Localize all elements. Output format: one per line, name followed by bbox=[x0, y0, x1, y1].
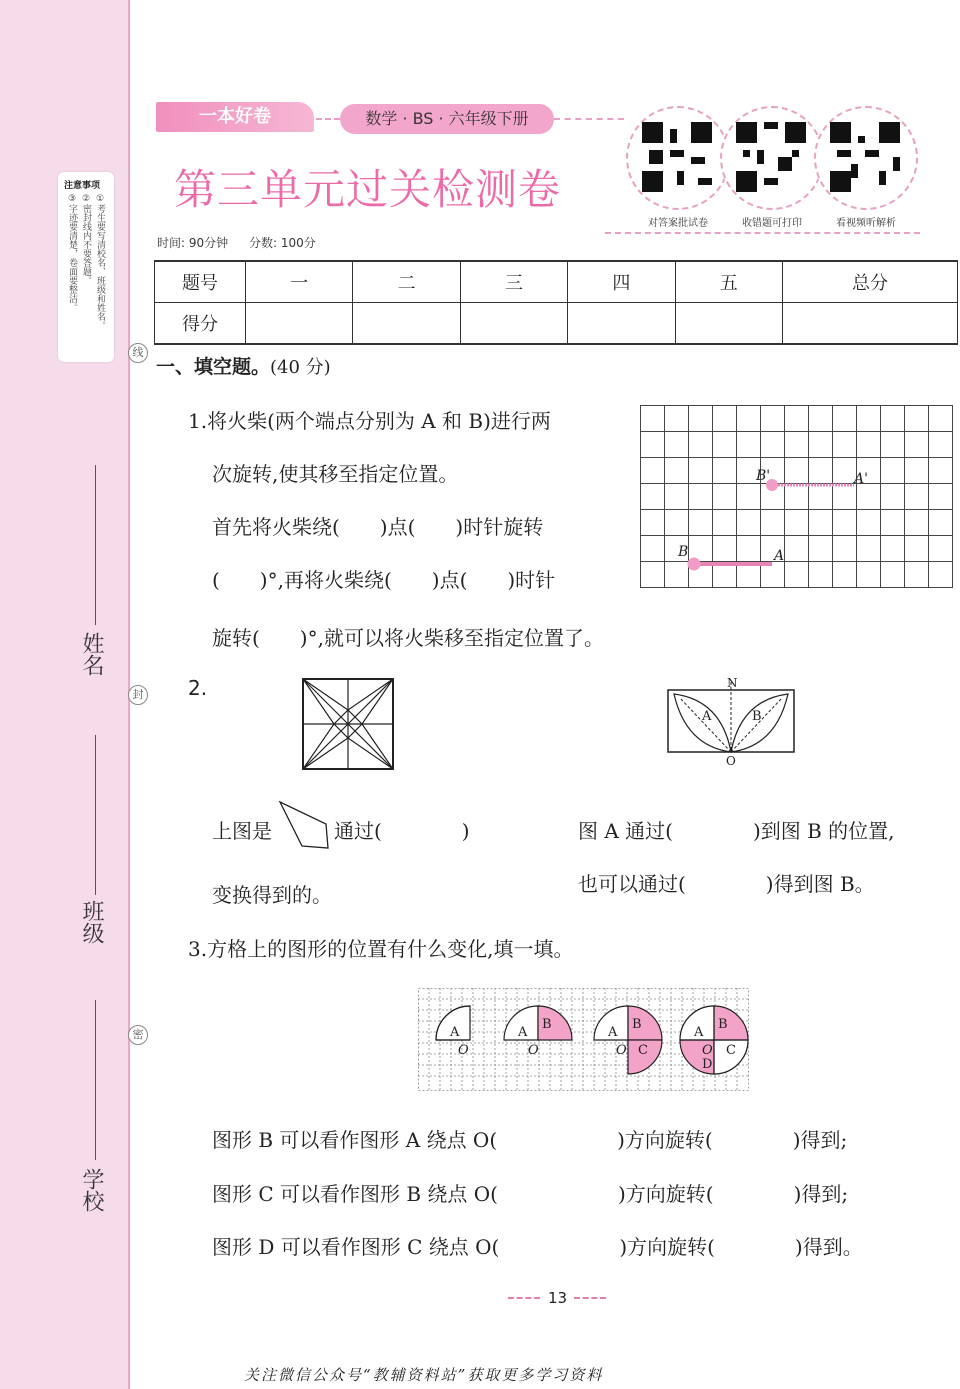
q3-line-1: 图形 B 可以看作图形 A 绕点 O( )方向旋转( )得到; bbox=[212, 1128, 848, 1152]
shape-label-a: A bbox=[608, 1025, 618, 1040]
q2-quad-shape bbox=[278, 800, 332, 850]
score-input-cell[interactable] bbox=[783, 303, 958, 345]
qr-caption-3: 看视频听解析 bbox=[836, 218, 896, 229]
shape-label-c: C bbox=[726, 1043, 736, 1058]
grid-label-a: A bbox=[774, 548, 785, 564]
shape-label-c: C bbox=[638, 1043, 648, 1058]
shape-label-d: D bbox=[702, 1057, 713, 1072]
qr-caption-2: 收错题可打印 bbox=[742, 218, 802, 229]
school-fill-line bbox=[95, 1000, 96, 1160]
q1-grid-figure bbox=[640, 405, 958, 591]
subject-pill: 数学 · BS · 六年级下册 bbox=[340, 104, 554, 134]
notes-box bbox=[58, 172, 114, 362]
score-input-cell[interactable] bbox=[246, 303, 353, 345]
school-label: 学校 bbox=[79, 1168, 104, 1212]
q2-left-text-3: 变换得到的。 bbox=[212, 883, 332, 907]
q1-line-1: 1.将火柴(两个端点分别为 A 和 B)进行两 bbox=[188, 409, 551, 433]
note-3: ③字迹要清楚，卷面要整洁。 bbox=[67, 194, 77, 312]
seal-secret: 密 bbox=[128, 1025, 148, 1045]
score-header-cell: 五 bbox=[675, 261, 782, 303]
section-points: (40 分) bbox=[270, 357, 331, 378]
q2-left-text-2: 通过( ) bbox=[334, 819, 470, 843]
score-input-cell[interactable] bbox=[568, 303, 675, 345]
score-row-label: 得分 bbox=[155, 303, 246, 345]
q1-line-4: ( )°,再将火柴绕( )点( )时针 bbox=[212, 568, 556, 592]
leaf-label-n: N bbox=[727, 676, 738, 690]
q1-line-3: 首先将火柴绕( )点( )时针旋转 bbox=[212, 515, 544, 539]
section-title: 一、填空题。 bbox=[156, 356, 271, 378]
score-table bbox=[154, 260, 958, 345]
shape-label-o: O bbox=[528, 1043, 539, 1058]
name-fill-line bbox=[95, 465, 96, 625]
brand-tag: 一本好卷 bbox=[156, 102, 314, 132]
shape-label-a: A bbox=[694, 1025, 704, 1040]
score-header-cell: 题号 bbox=[155, 261, 246, 303]
q2-right-text-1: 图 A 通过( )到图 B 的位置, bbox=[578, 819, 895, 843]
qr-caption-1: 对答案批试卷 bbox=[648, 218, 708, 229]
score-table-header-row bbox=[155, 261, 958, 303]
page-number: 13 bbox=[548, 1289, 568, 1307]
header-dash bbox=[316, 118, 340, 120]
shape-label-a: A bbox=[450, 1025, 460, 1040]
grid-label-a-prime: A' bbox=[854, 471, 868, 487]
score-table-score-row bbox=[155, 303, 958, 345]
page-title: 第三单元过关检测卷 bbox=[174, 165, 562, 214]
q2-leaf-figure bbox=[666, 676, 798, 768]
q3-title: 3.方格上的图形的位置有什么变化,填一填。 bbox=[188, 937, 574, 961]
shape-label-o: O bbox=[458, 1043, 469, 1058]
seal-seal: 封 bbox=[128, 685, 148, 705]
q2-number: 2. bbox=[188, 676, 208, 700]
footer-note: 关注微信公众号“教辅资料站”获取更多学习资料 bbox=[244, 1366, 604, 1384]
shape-label-b: B bbox=[632, 1017, 642, 1032]
shape-label-b: B bbox=[718, 1017, 728, 1032]
q1-line-2: 次旋转,使其移至指定位置。 bbox=[212, 462, 459, 486]
score-header-cell: 二 bbox=[353, 261, 460, 303]
score-header-cell: 一 bbox=[246, 261, 353, 303]
note-1: ①考生要写清校名、班级和姓名。 bbox=[95, 194, 105, 330]
leaf-label-o: O bbox=[726, 754, 736, 768]
name-label: 姓名 bbox=[79, 632, 104, 676]
q2-right-text-2: 也可以通过( )得到图 B。 bbox=[578, 872, 875, 896]
section-heading bbox=[156, 352, 331, 379]
shape-label-o: O bbox=[702, 1043, 713, 1058]
shape-label-o: O bbox=[616, 1043, 627, 1058]
class-label: 班级 bbox=[79, 900, 104, 944]
shape-label-b: B bbox=[542, 1017, 552, 1032]
header-dash-right bbox=[554, 118, 624, 120]
score-input-cell[interactable] bbox=[353, 303, 460, 345]
leaf-label-a: A bbox=[702, 709, 712, 724]
note-2: ②密封线内不要答题。 bbox=[81, 194, 91, 285]
score-input-cell[interactable] bbox=[460, 303, 567, 345]
q3-rotation-figure bbox=[418, 988, 750, 1092]
grid-label-b-prime: B' bbox=[756, 468, 771, 484]
notes-title: 注意事项 bbox=[64, 181, 101, 191]
qr-code-icon[interactable] bbox=[642, 122, 712, 192]
page-number-dash-left bbox=[508, 1297, 540, 1299]
exam-time: 时间: 90分钟 bbox=[157, 236, 229, 250]
page-number-dash-right bbox=[574, 1297, 606, 1299]
class-fill-line bbox=[95, 735, 96, 895]
grid-label-b: B bbox=[678, 544, 689, 560]
q3-line-3: 图形 D 可以看作图形 C 绕点 O( )方向旋转( )得到。 bbox=[212, 1235, 863, 1259]
score-header-cell: 总分 bbox=[783, 261, 958, 303]
seal-line: 线 bbox=[128, 343, 148, 363]
q1-line-5: 旋转( )°,就可以将火柴移至指定位置了。 bbox=[212, 626, 604, 650]
q2-left-text-1: 上图是 bbox=[212, 819, 272, 843]
score-header-cell: 四 bbox=[568, 261, 675, 303]
q2-star-figure bbox=[302, 678, 394, 770]
score-input-cell[interactable] bbox=[675, 303, 782, 345]
shape-label-a: A bbox=[518, 1025, 528, 1040]
qr-code-icon[interactable] bbox=[736, 122, 806, 192]
score-header-cell: 三 bbox=[460, 261, 567, 303]
q3-line-2: 图形 C 可以看作图形 B 绕点 O( )方向旋转( )得到; bbox=[212, 1182, 849, 1206]
exam-score: 分数: 100分 bbox=[249, 236, 316, 250]
qr-code-icon[interactable] bbox=[830, 122, 900, 192]
leaf-label-b: B bbox=[752, 709, 762, 724]
header-bottom-dash bbox=[605, 232, 920, 234]
